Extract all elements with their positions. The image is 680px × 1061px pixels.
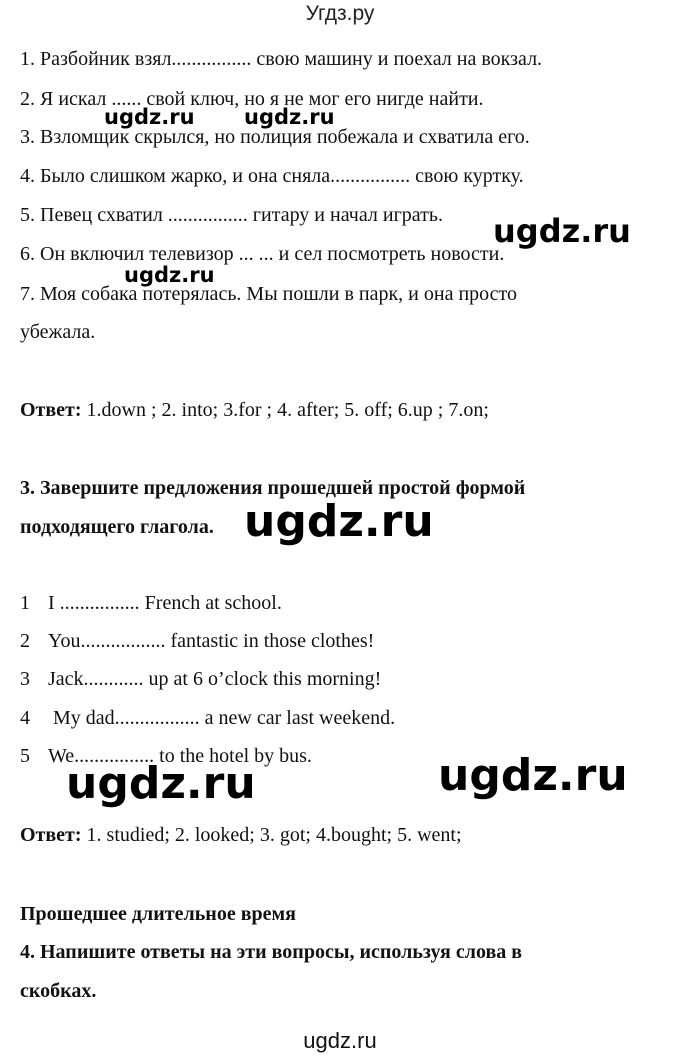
- exercise3-answer: [20, 824, 462, 847]
- answer-text: 1.down ; 2. into; 3.for ; 4. after; 5. off; 6.up ; 7.on;: [81, 399, 489, 421]
- exercise3-item-2: [20, 630, 374, 653]
- exercise2-answer: [20, 399, 489, 422]
- item-number: 2: [20, 630, 30, 652]
- answer-text: 1. studied; 2. looked; 3. got; 4.bought; 5. went;: [81, 824, 462, 846]
- watermark: ugdz.ru: [244, 496, 434, 547]
- exercise3-title-line2: подходящего глагола.: [20, 516, 214, 538]
- answer-label: Ответ:: [20, 399, 82, 421]
- exercise3-item-4: [20, 707, 395, 730]
- page-header-site-name: Угдз.ру: [305, 2, 375, 25]
- item-text: I ................ French at school.: [48, 592, 282, 614]
- section-heading-past-continuous: Прошедшее длительное время: [20, 903, 296, 925]
- watermark: ugdz.ru: [438, 750, 628, 801]
- exercise2-item-2: 2. Я искал ...... свой ключ, но я не мог его нигде найти.: [20, 88, 484, 110]
- watermark: ugdz.ru: [493, 212, 631, 250]
- exercise3-title-line1: 3. Завершите предложения прошедшей простой формой: [20, 477, 526, 499]
- watermark: ugdz.ru: [124, 263, 215, 287]
- answer-label: Ответ:: [20, 824, 82, 846]
- watermark: ugdz.ru: [66, 758, 256, 809]
- watermark: ugdz.ru: [104, 105, 195, 129]
- exercise3-item-3: [20, 668, 381, 691]
- exercise3-item-1: [20, 592, 282, 615]
- exercise2-item-3: 3. Взломщик скрылся, но полиция побежала и схватила его.: [20, 126, 530, 148]
- exercise2-item-6: 6. Он включил телевизор ... ... и сел посмотреть новости.: [20, 243, 505, 265]
- item-number: 1: [20, 592, 30, 614]
- item-number: 4: [20, 707, 30, 729]
- item-text: Jack............ up at 6 o’clock this morning!: [48, 668, 382, 690]
- exercise2-item-5: 5. Певец схватил ................ гитару и начал играть.: [20, 204, 444, 226]
- item-text: You................. fantastic in those clothes!: [48, 630, 375, 652]
- item-text: We................ to the hotel by bus.: [48, 745, 312, 767]
- exercise2-item-7: 7. Моя собака потерялась. Мы пошли в парк, и она просто: [20, 283, 518, 305]
- exercise2-item-4: 4. Было слишком жарко, и она сняла................ свою куртку.: [20, 165, 524, 187]
- item-text: My dad................. a new car last weekend.: [48, 707, 396, 729]
- item-number: 5: [20, 745, 30, 767]
- item-number: 3: [20, 668, 30, 690]
- watermark: ugdz.ru: [244, 105, 335, 129]
- page-footer-site-name: ugdz.ru: [303, 1028, 377, 1053]
- exercise4-title-line1: 4. Напишите ответы на эти вопросы, используя слова в: [20, 941, 523, 963]
- exercise4-title-line2: скобках.: [20, 980, 97, 1002]
- exercise2-item-1: 1. Разбойник взял................ свою машину и поехал на вокзал.: [20, 48, 543, 70]
- exercise2-item-7-continued: убежала.: [20, 321, 96, 343]
